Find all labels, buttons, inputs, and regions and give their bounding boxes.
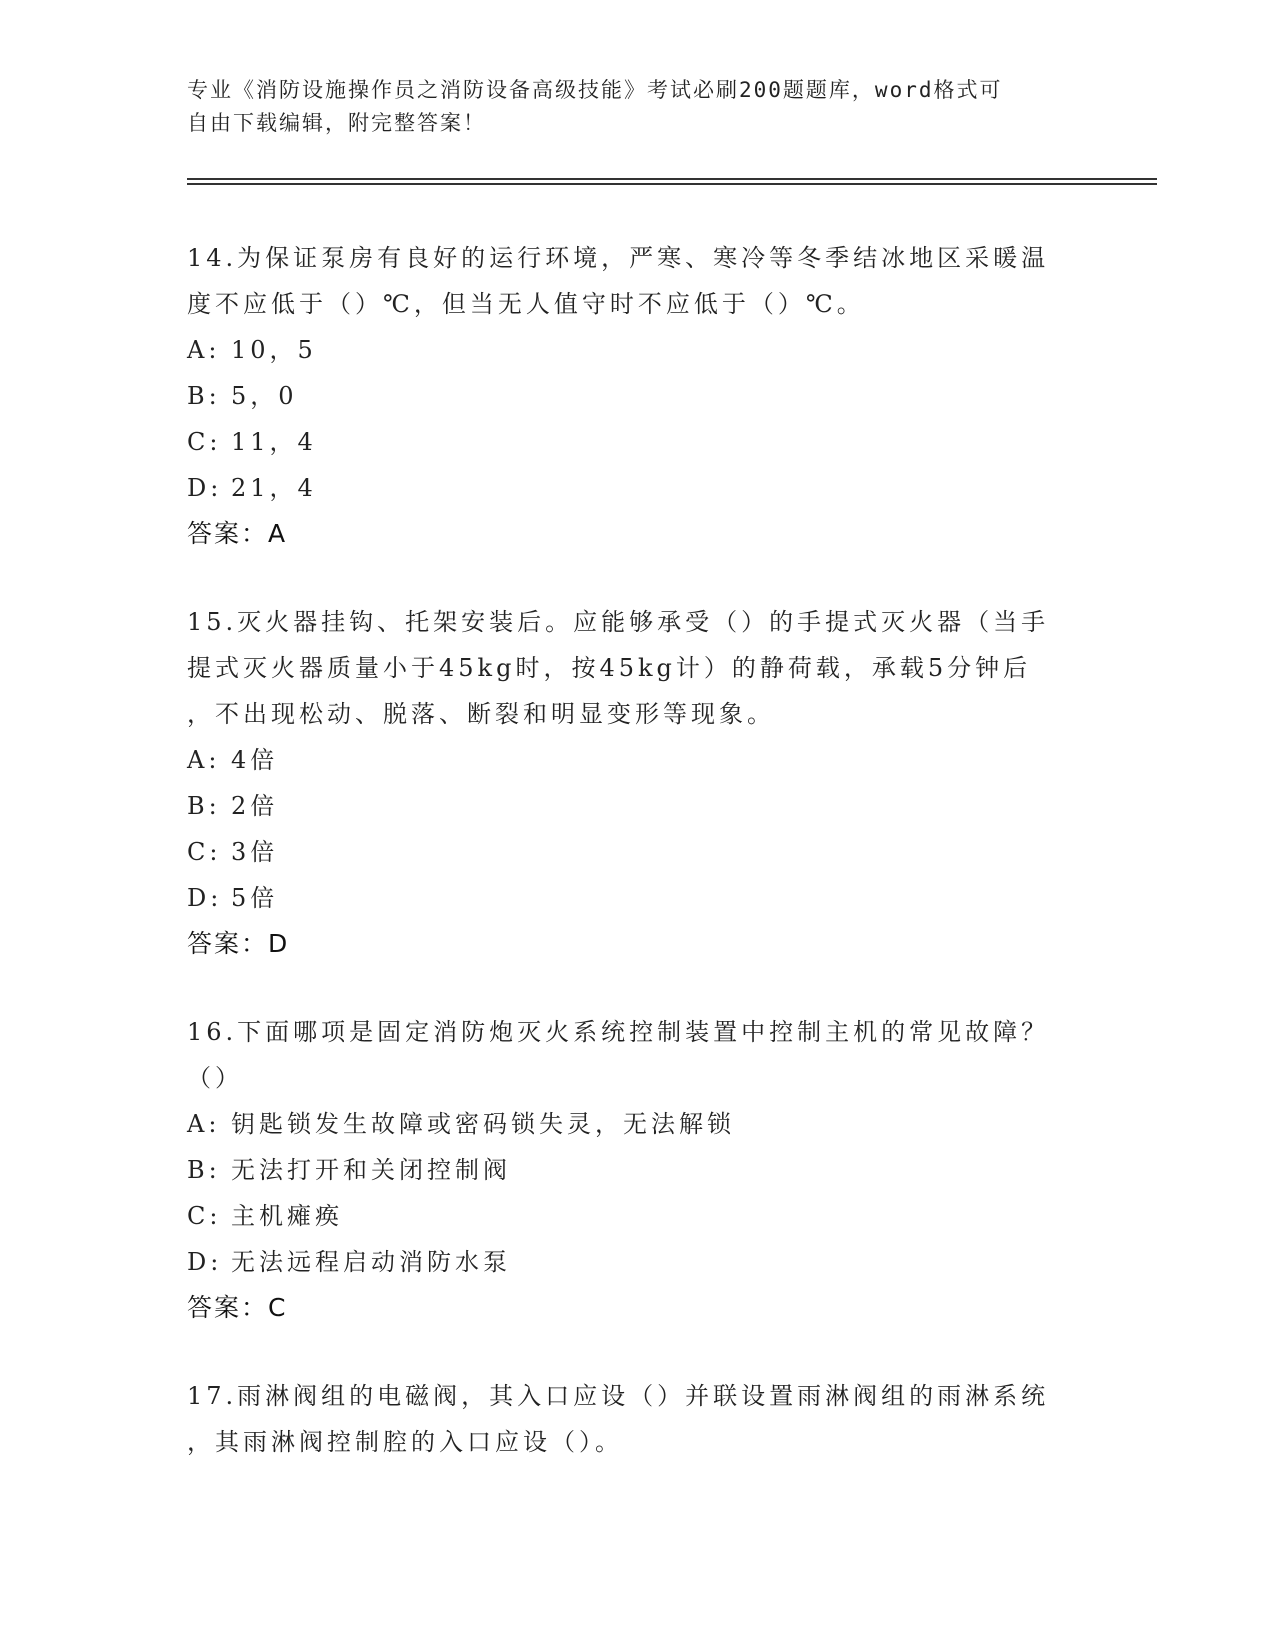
- answer-line: 答案：A: [187, 519, 288, 548]
- option-text: 3倍: [231, 838, 279, 866]
- option-c: [187, 419, 1087, 465]
- option-a: [187, 327, 1087, 373]
- question-16: [187, 1009, 1087, 1331]
- option-a: [187, 1101, 1087, 1147]
- header-line-2: 自由下载编辑，附完整答案！: [187, 111, 486, 135]
- option-d: [187, 1239, 1087, 1285]
- stem-line: 度不应低于（）℃，但当无人值守时不应低于（）℃。: [187, 290, 865, 318]
- option-d: [187, 875, 1087, 921]
- option-letter: B:: [187, 1156, 221, 1184]
- option-text: 10，5: [231, 336, 317, 364]
- option-letter: A:: [187, 746, 221, 774]
- stem-line: ，其雨淋阀控制腔的入口应设（）。: [187, 1428, 623, 1456]
- stem-line: 14.为保证泵房有良好的运行环境，严寒、寒冷等冬季结冰地区采暖温: [187, 244, 1050, 272]
- header-divider-top: [187, 178, 1157, 180]
- stem-line: 16.下面哪项是固定消防炮灭火系统控制装置中控制主机的常见故障？: [187, 1018, 1050, 1046]
- question-14: [187, 235, 1087, 557]
- question-15: [187, 599, 1087, 967]
- option-b: [187, 783, 1087, 829]
- option-d: [187, 465, 1087, 511]
- option-letter: D:: [187, 474, 223, 502]
- option-letter: A:: [187, 336, 221, 364]
- stem-line: （）: [187, 1064, 243, 1092]
- option-b: [187, 373, 1087, 419]
- answer-line: 答案：C: [187, 1293, 288, 1322]
- option-text: 11，4: [231, 428, 317, 456]
- option-letter: C:: [187, 838, 222, 866]
- option-letter: D:: [187, 884, 223, 912]
- question-stem: [187, 599, 1087, 737]
- question-stem: [187, 1373, 1087, 1465]
- option-c: [187, 1193, 1087, 1239]
- option-c: [187, 829, 1087, 875]
- option-text: 21，4: [231, 474, 317, 502]
- option-text: 钥匙锁发生故障或密码锁失灵，无法解锁: [231, 1110, 735, 1138]
- question-stem: [187, 235, 1087, 327]
- option-text: 4倍: [231, 746, 279, 774]
- question-stem: [187, 1009, 1087, 1101]
- option-b: [187, 1147, 1087, 1193]
- option-letter: C:: [187, 428, 222, 456]
- stem-line: 17.雨淋阀组的电磁阀，其入口应设（）并联设置雨淋阀组的雨淋系统: [187, 1382, 1050, 1410]
- stem-line: 提式灭火器质量小于45kg时，按45kg计）的静荷载，承载5分钟后: [187, 654, 1032, 682]
- option-letter: C:: [187, 1202, 222, 1230]
- question-17: [187, 1373, 1087, 1465]
- option-letter: B:: [187, 792, 221, 820]
- option-letter: A:: [187, 1110, 221, 1138]
- header-divider-bottom: [187, 183, 1157, 185]
- option-text: 无法打开和关闭控制阀: [231, 1156, 511, 1184]
- option-text: 5倍: [231, 884, 279, 912]
- header-line-1: 专业《消防设施操作员之消防设备高级技能》考试必刷200题题库，word格式可: [187, 78, 1003, 102]
- option-text: 主机瘫痪: [231, 1202, 343, 1230]
- option-a: [187, 737, 1087, 783]
- answer-line: 答案：D: [187, 929, 290, 958]
- option-text: 无法远程启动消防水泵: [231, 1248, 511, 1276]
- stem-line: ，不出现松动、脱落、断裂和明显变形等现象。: [187, 700, 775, 728]
- option-text: 5，0: [231, 382, 298, 410]
- option-letter: B:: [187, 382, 221, 410]
- option-text: 2倍: [231, 792, 279, 820]
- option-letter: D:: [187, 1248, 223, 1276]
- stem-line: 15.灭火器挂钩、托架安装后。应能够承受（）的手提式灭火器（当手: [187, 608, 1050, 636]
- document-header: [187, 74, 1087, 140]
